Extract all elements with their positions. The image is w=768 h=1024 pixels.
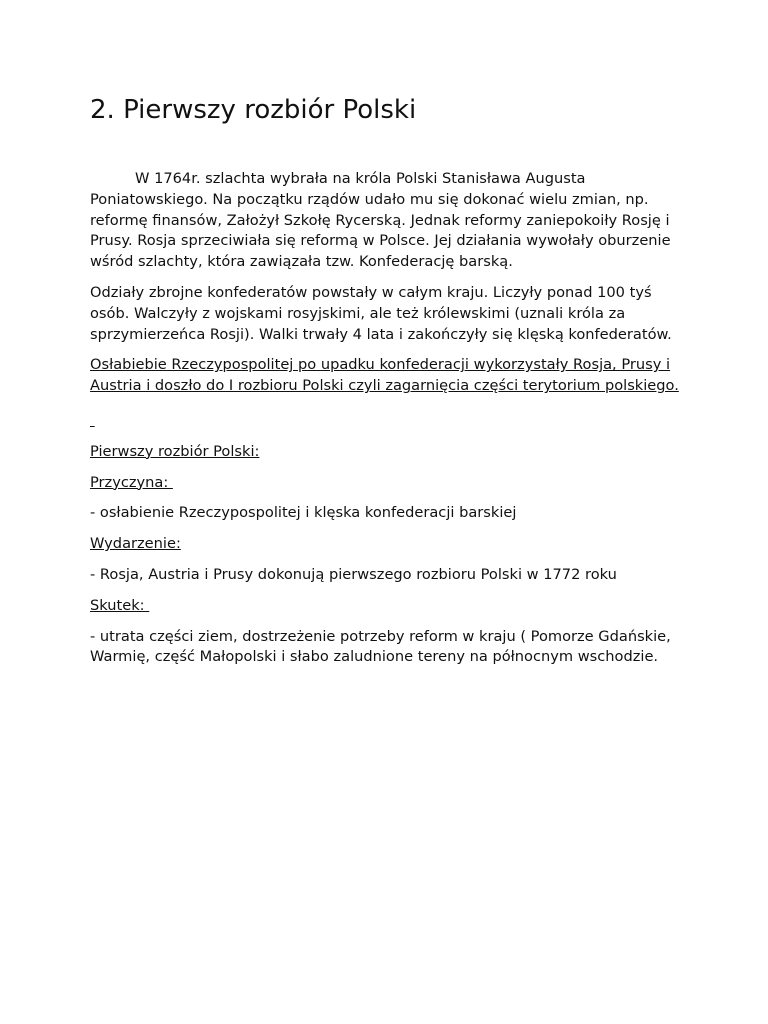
summary-heading: Pierwszy rozbiór Polski: <box>90 442 260 460</box>
event-text: - Rosja, Austria i Prusy dokonują pierwszego rozbioru Polski w 1772 roku <box>90 565 617 583</box>
blank-underlined-line <box>90 411 682 432</box>
page-title: 2. Pierwszy rozbiór Polski <box>90 95 417 125</box>
effect-heading: Skutek: <box>90 596 150 614</box>
event-heading: Wydarzenie: <box>90 535 181 553</box>
paragraph-intro: W 1764r. szlachta wybrała na króla Polski Stanisława Augusta Poniatowskiego. Na początku rządów udało mu się dokonać wielu zmian, np. reformę finansów, Założył Szkołę Rycerską. Jednak reformy zaniepokoiły Rosję i Prusy. Rosja sprzeciwiała się reformą w Polsce. Jej działania wywołały oburzenie wśród szlachty, która zawiązała tzw. Konfederację barską. <box>90 170 671 271</box>
paragraph-confederation: Odziały zbrojne konfederatów powstały w całym kraju. Liczyły ponad 100 tyś osób. Walczyły z wojskami rosyjskimi, ale też królewskimi (uznali króla za sprzymierzeńca Rosji). Walki trwały 4 lata i zakończyły się klęską konfederatów. <box>90 283 672 343</box>
effect-text: - utrata części ziem, dostrzeżenie potrzeby reform w kraju ( Pomorze Gdańskie, Warmię, część Małopolski i słabo zaludnione tereny na północnym wschodzie. <box>90 627 671 666</box>
paragraph-partition: Osłabiebie Rzeczypospolitej po upadku konfederacji wykorzystały Rosja, Prusy i Austria i doszło do I rozbioru Polski czyli zagarnięcia części terytorium polskiego. <box>90 356 679 395</box>
document-body <box>90 93 682 678</box>
cause-heading: Przyczyna: <box>90 473 173 491</box>
cause-text: - osłabienie Rzeczypospolitej i klęska konfederacji barskiej <box>90 504 517 522</box>
